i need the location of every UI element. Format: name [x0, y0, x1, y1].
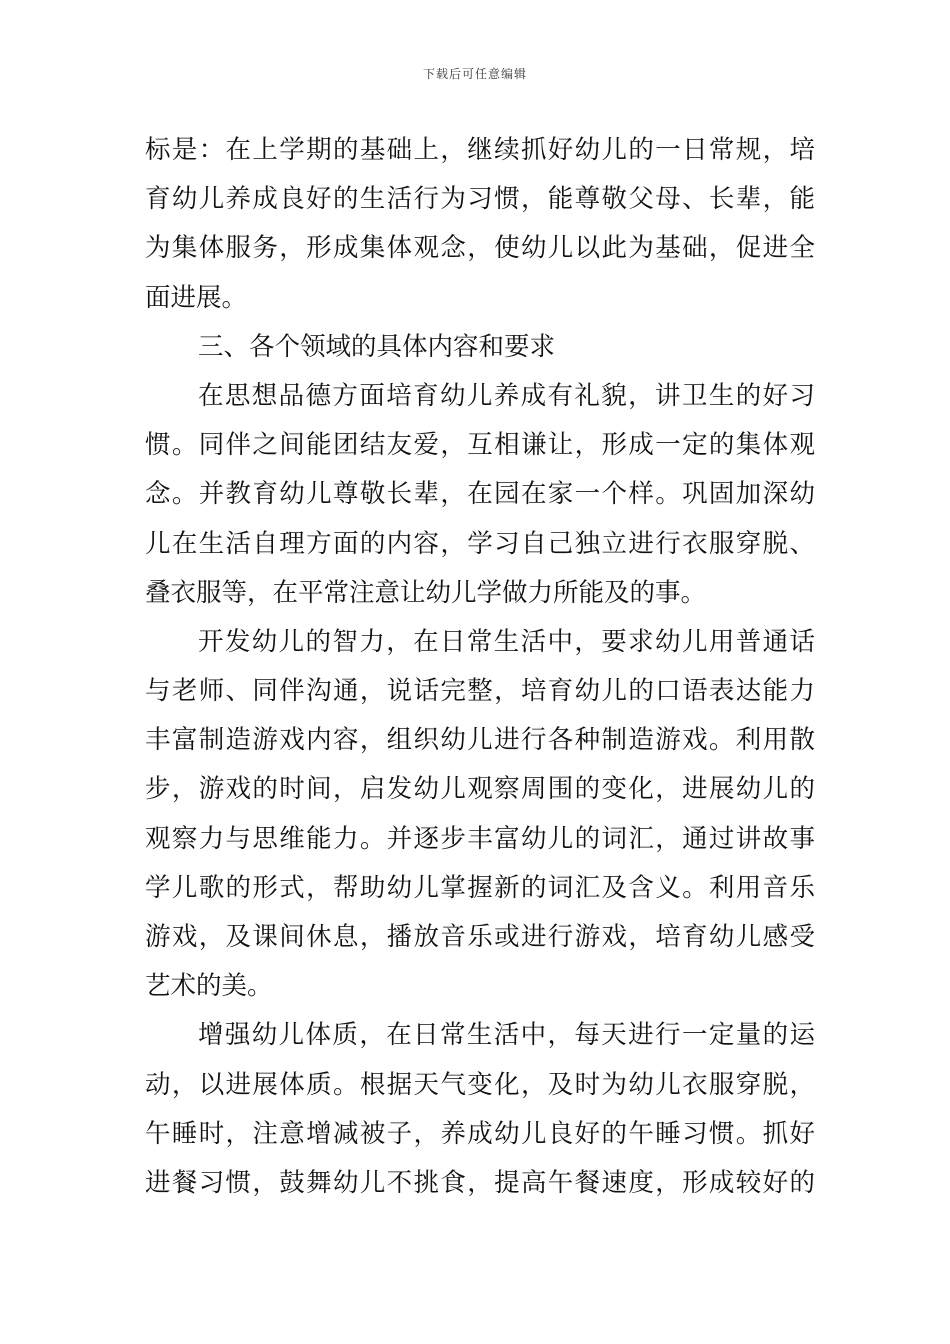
text-line: 育幼儿养成良好的生活行为习惯，能尊敬父母、长辈，能: [145, 184, 815, 215]
text-line: 面进展。: [145, 282, 248, 313]
text-line: 丰富制造游戏内容，组织幼儿进行各种制造游戏。利用散: [145, 725, 815, 756]
page-header: 下载后可任意编辑: [422, 67, 527, 81]
text-line: 进餐习惯，鼓舞幼儿不挑食，提高午餐速度，形成较好的: [145, 1167, 815, 1198]
text-line: 与老师、同伴沟通，说话完整，培育幼儿的口语表达能力: [145, 676, 815, 707]
text-line: 增强幼儿体质，在日常生活中，每天进行一定量的运: [198, 1020, 815, 1051]
text-line: 观察力与思维能力。并逐步丰富幼儿的词汇，通过讲故事: [145, 823, 815, 854]
text-line: 在思想品德方面培育幼儿养成有礼貌，讲卫生的好习: [198, 380, 815, 411]
text-line: 游戏，及课间休息，播放音乐或进行游戏，培育幼儿感受: [145, 922, 815, 952]
text-line: 念。并教育幼儿尊敬长辈，在园在家一个样。巩固加深幼: [145, 479, 815, 510]
text-line: 艺术的美。: [145, 971, 273, 1002]
text-line: 开发幼儿的智力，在日常生活中，要求幼儿用普通话: [198, 626, 815, 657]
text-line: 午睡时，注意增减被子，养成幼儿良好的午睡习惯。抓好: [145, 1118, 815, 1149]
document-body: [145, 126, 815, 1208]
text-line: 动，以进展体质。根据天气变化，及时为幼儿衣服穿脱，: [145, 1069, 815, 1100]
text-line: 为集体服务，形成集体观念，使幼儿以此为基础，促进全: [145, 233, 815, 264]
section-heading: 三、各个领域的具体内容和要求: [198, 331, 556, 362]
text-line: 叠衣服等，在平常注意让幼儿学做力所能及的事。: [145, 577, 707, 608]
text-line: 步，游戏的时间，启发幼儿观察周围的变化，进展幼儿的: [145, 774, 815, 805]
text-line: 学儿歌的形式，帮助幼儿掌握新的词汇及含义。利用音乐: [145, 872, 815, 903]
text-line: 惯。同伴之间能团结友爱，互相谦让，形成一定的集体观: [145, 430, 815, 461]
text-line: 儿在生活自理方面的内容，学习自己独立进行衣服穿脱、: [145, 528, 815, 559]
text-line: 标是：在上学期的基础上，继续抓好幼儿的一日常规，培: [145, 135, 815, 165]
